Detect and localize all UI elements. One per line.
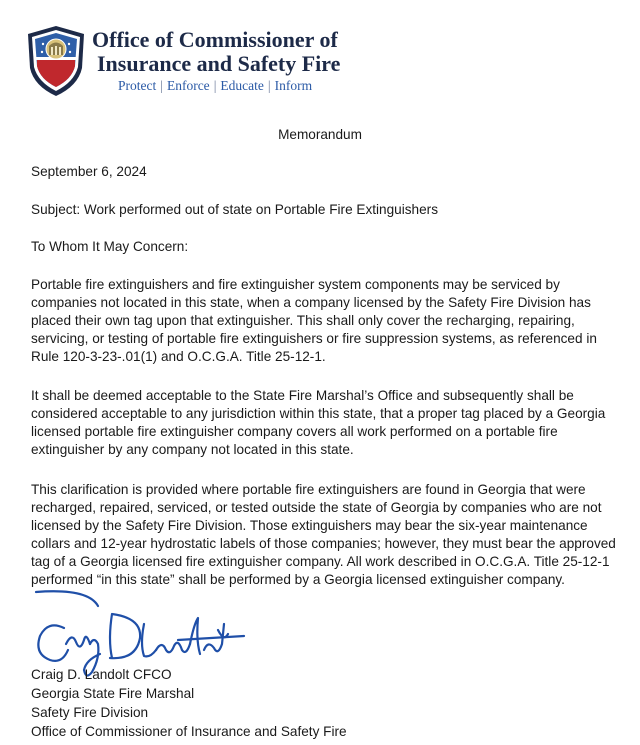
memo-paragraph-1: Portable fire extinguishers and fire extinguisher system components may be serviced by companies not located in this state, when a company licensed by the Safety Fire Division has placed their own tag upon that extinguisher. This shall only cover the recharging, repairing, servicing, or testing of portable fire extinguishers or fire suppression systems, as referenced in Rule 120-3-23-.01(1) and O.C.G.A. Title 25-12-1. bbox=[31, 277, 597, 364]
tagline-separator: | bbox=[213, 78, 217, 93]
memo-date: September 6, 2024 bbox=[31, 164, 147, 179]
signature-block bbox=[31, 665, 347, 741]
memo-paragraph-3: This clarification is provided where portable fire extinguishers are found in Georgia that were recharged, repaired, serviced, or tested outside the state of Georgia by companies who are not licensed by the Safety Fire Division. Those extinguishers may bear the six-year maintenance collars and 12-year hydrostatic labels of those companies; however, they must bear the approved tag of a Georgia licensed fire extinguisher company. All work described in O.C.G.A. Title 25-12-1 performed “in this state” shall be performed by a Georgia licensed extinguisher company. bbox=[31, 482, 616, 587]
memo-greeting: To Whom It May Concern: bbox=[31, 239, 189, 254]
memo-paragraph-2: It shall be deemed acceptable to the State Fire Marshal’s Office and subsequently shall be considered acceptable to any jurisdiction within this state, that a proper tag placed by a Georgia licensed portable fire extinguisher company covers all work performed on a portable fire extinguisher by any company not located in this state. bbox=[31, 388, 606, 457]
office-name-line2: Insurance and Safety Fire bbox=[97, 51, 341, 76]
tagline bbox=[118, 78, 312, 94]
office-name-line1: Office of Commissioner of bbox=[92, 27, 338, 52]
office-name bbox=[92, 28, 340, 76]
georgia-seal-shield-icon bbox=[24, 24, 88, 98]
tagline-separator: | bbox=[267, 78, 271, 93]
tagline-protect: Protect bbox=[118, 78, 157, 93]
signer-title: Georgia State Fire Marshal bbox=[31, 686, 195, 701]
signer-division: Safety Fire Division bbox=[31, 705, 149, 720]
tagline-inform: Inform bbox=[274, 78, 313, 93]
signer-name: Craig D. Landolt CFCO bbox=[31, 667, 172, 682]
letterhead bbox=[24, 24, 344, 100]
memo-title: Memorandum bbox=[278, 127, 362, 142]
tagline-educate: Educate bbox=[220, 78, 264, 93]
memo-subject: Subject: Work performed out of state on Portable Fire Extinguishers bbox=[31, 202, 439, 217]
tagline-separator: | bbox=[160, 78, 163, 93]
signer-office: Office of Commissioner of Insurance and Safety Fire bbox=[31, 724, 347, 739]
tagline-enforce: Enforce bbox=[166, 78, 210, 93]
